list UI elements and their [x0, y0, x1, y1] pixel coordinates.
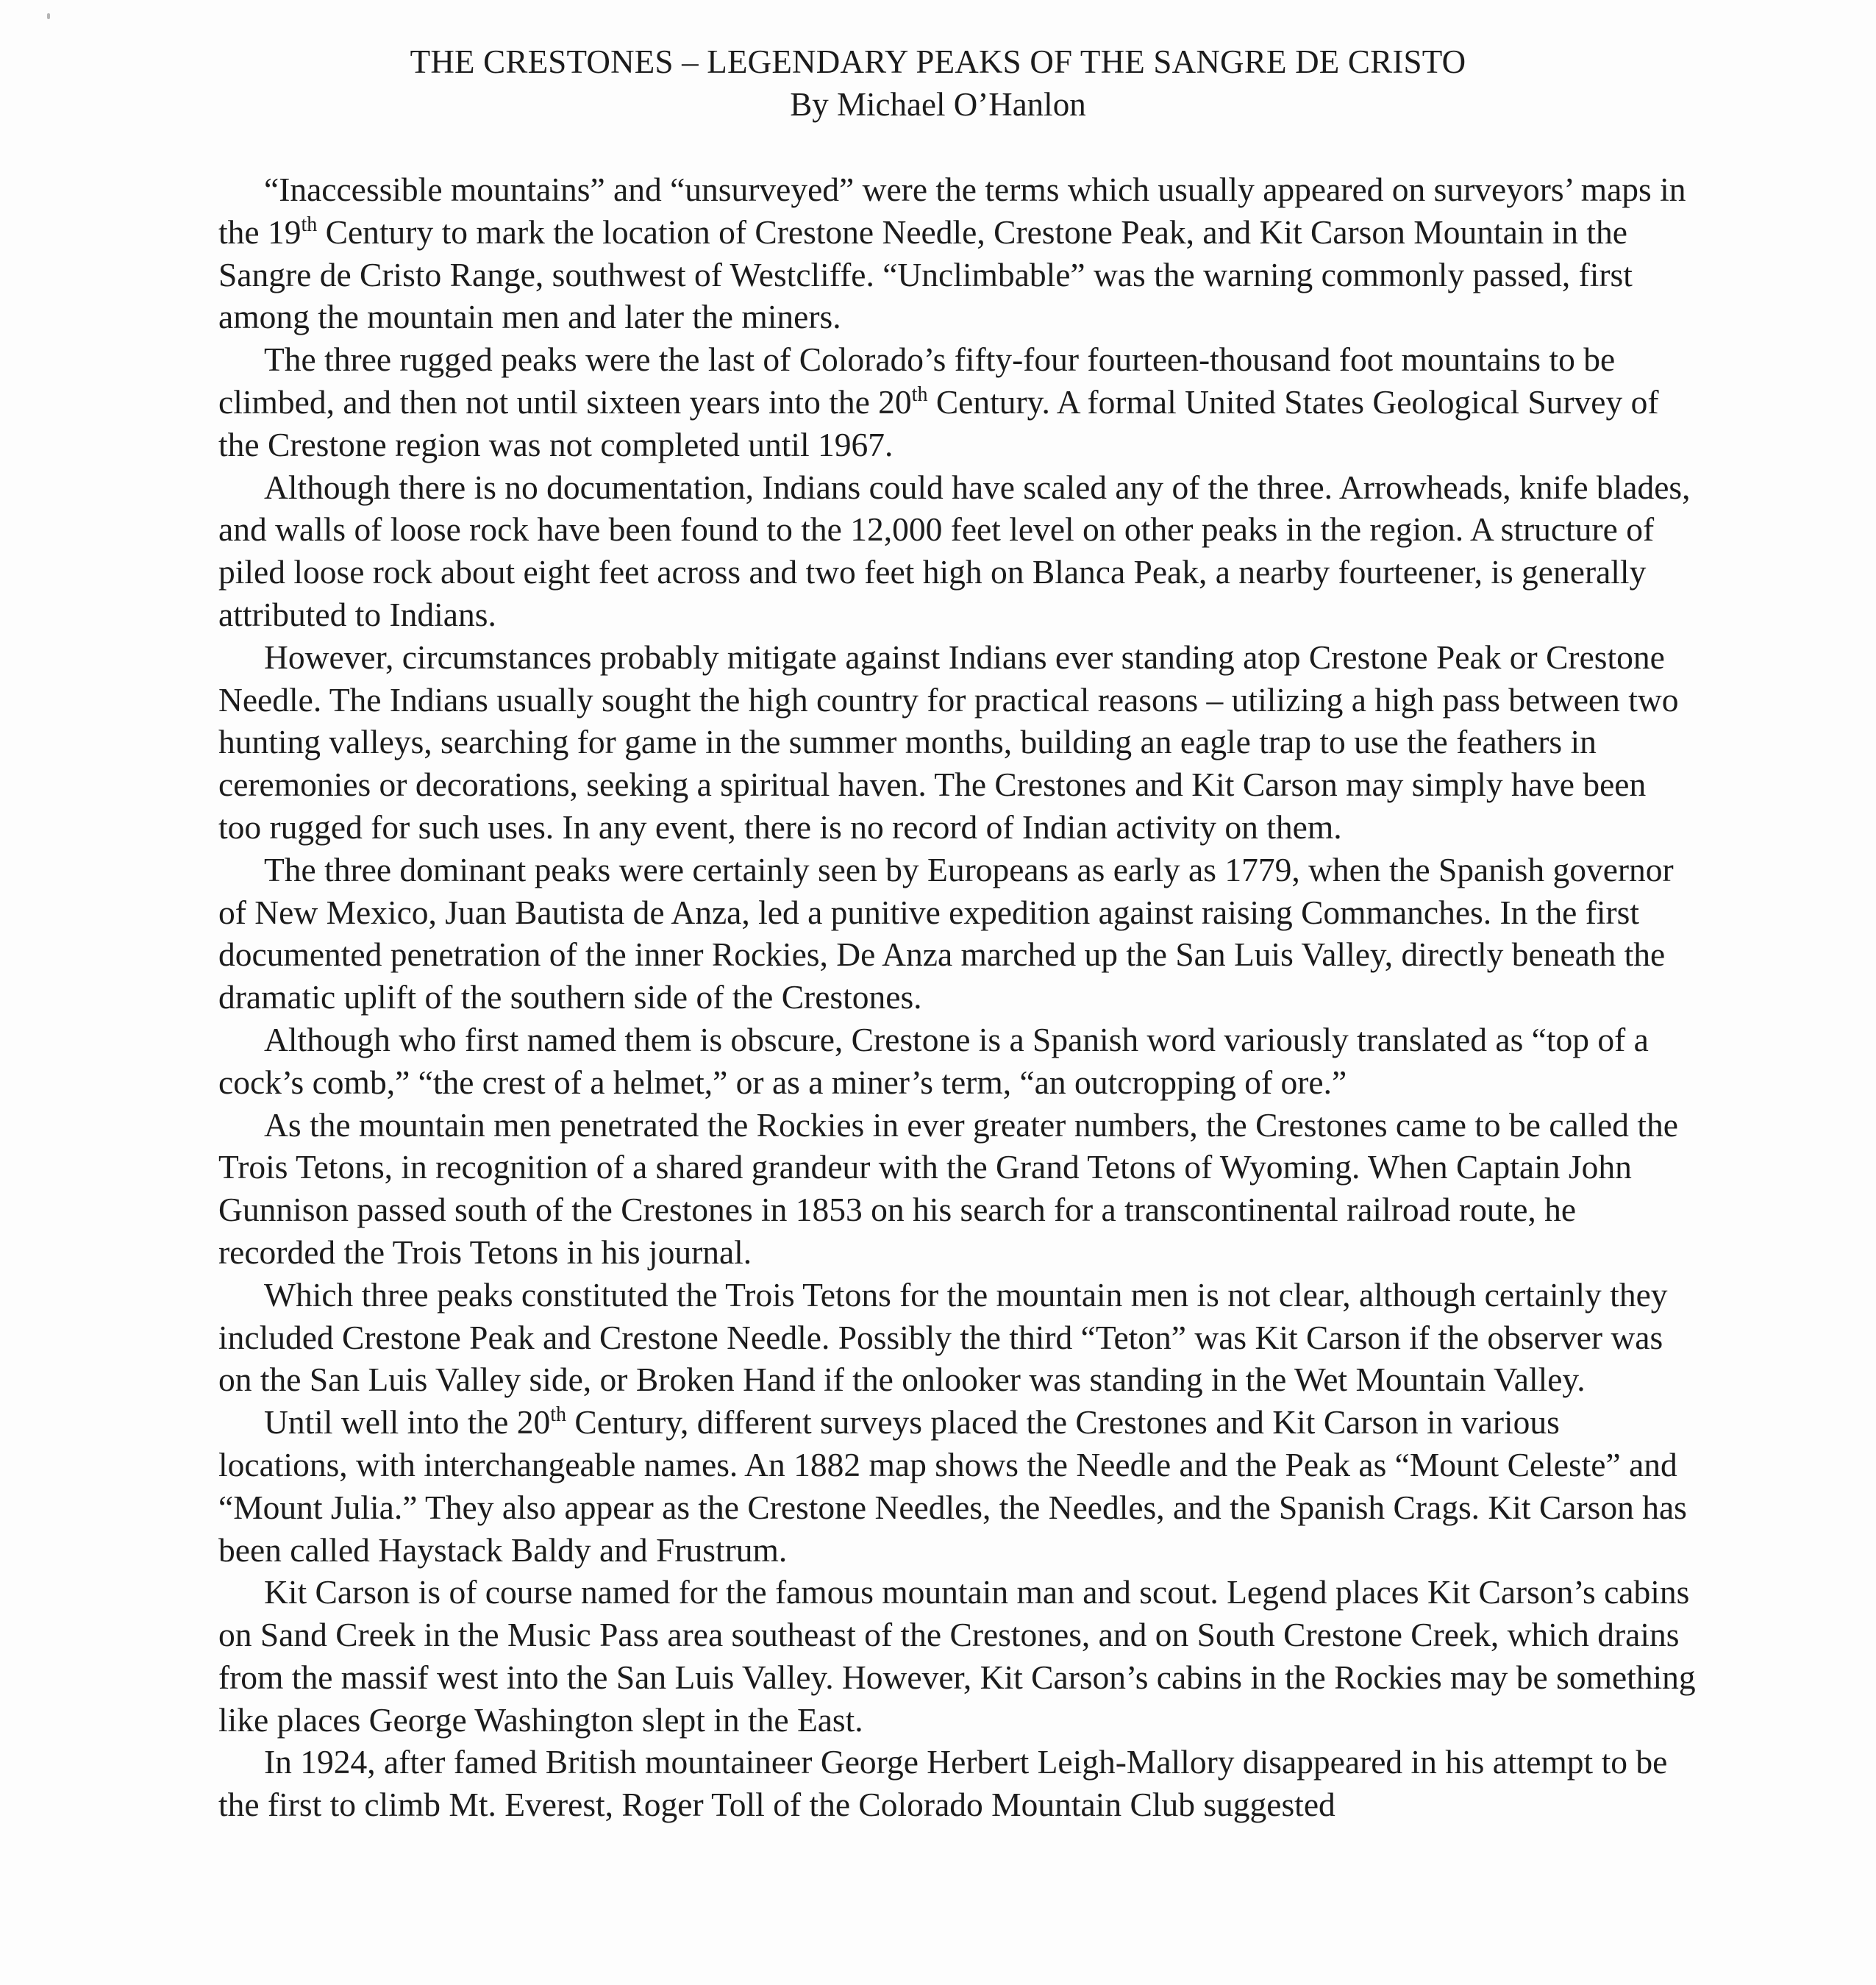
- ordinal-suffix: th: [301, 213, 318, 236]
- paragraph-mallory: In 1924, after famed British mountaineer George Herbert Leigh-Mallory disappeared in his attempt to be the first to climb Mt. Everest, Roger Toll of the Colorado Mountain Club suggested: [218, 1743, 1668, 1824]
- paragraph-kit-carson: Kit Carson is of course named for the famous mountain man and scout. Legend places Kit Carson’s cabins on Sand Creek in the Music Pass area southeast of the Crestones, and on South Crestone Creek, which drains from the massif west into the San Luis Valley. However, Kit Carson’s cabins in the Rockies may be something like places George Washington slept in the East.: [218, 1573, 1696, 1739]
- paragraph-which-peaks: Which three peaks constituted the Trois Tetons for the mountain men is not clear, although certainly they included Crestone Peak and Crestone Needle. Possibly the third “Teton” was Kit Carson if the observer was on the San Luis Valley side, or Broken Hand if the onlooker was standing in the Wet Mountain Valley.: [218, 1275, 1668, 1399]
- ordinal-suffix: th: [550, 1403, 567, 1427]
- paragraph-trois-tetons: As the mountain men penetrated the Rockies in ever greater numbers, the Crestones came to be called the Trois Tetons, in recognition of a shared grandeur with the Grand Tetons of Wyoming. When Captain John Gunnison passed south of the Crestones in 1853 on his search for a transcontinental railroad route, he recorded the Trois Tetons in his journal.: [218, 1105, 1678, 1271]
- paragraph-text: Century, different surveys placed the Crestones and Kit Carson in various locations, with interchangeable names. An 1882 map shows the Needle and the Peak as “Mount Celeste” and “Mount Julia.” They also appear as the Crestone Needles, the Needles, and the Spanish Crags. Kit Carson has been called Haystack Baldy and Frustrum.: [218, 1403, 1687, 1569]
- document-title: THE CRESTONES – LEGENDARY PEAKS OF THE SANGRE DE CRISTO: [410, 43, 1466, 80]
- paragraph-surveys-names: [218, 1401, 1697, 1571]
- document-byline: By Michael O’Hanlon: [790, 86, 1086, 123]
- paragraph-text: Century. A formal United States Geological Survey of the Crestone region was not completed until 1967.: [218, 382, 1659, 463]
- paragraph-indians-scaled: Although there is no documentation, Indians could have scaled any of the three. Arrowheads, knife blades, and walls of loose rock have been found to the 12,000 feet level on other peaks in the region. A structure of piled loose rock about eight feet across and two feet high on Blanca Peak, a nearby fourteener, is generally attributed to Indians.: [218, 468, 1691, 633]
- article-body: [218, 168, 1697, 1826]
- paragraph-surveyors-maps: [218, 168, 1697, 338]
- paragraph-practical-reasons: However, circumstances probably mitigate against Indians ever standing atop Crestone Peak or Crestone Needle. The Indians usually sought the high country for practical reasons – utilizing a high pass between two hunting valleys, searching for game in the summer months, building an eagle trap to use the feathers in ceremonies or decorations, seeking a spiritual haven. The Crestones and Kit Carson may simply have been too rugged for such uses. In any event, there is no record of Indian activity on them.: [218, 638, 1679, 846]
- paragraph-text: “Inaccessible mountains” and “unsurveyed” were the terms which usually appeared on surveyors’ maps in the 19: [218, 171, 1686, 251]
- ordinal-suffix: th: [911, 382, 928, 406]
- paragraph-text: Century to mark the location of Crestone Needle, Crestone Peak, and Kit Carson Mountain in the Sangre de Cristo Range, southwest of Westcliffe. “Unclimbable” was the warning commonly passed, first among the mountain men and later the miners.: [218, 213, 1633, 336]
- scan-speck: [47, 13, 50, 19]
- paragraph-name-origin: Although who first named them is obscure, Crestone is a Spanish word variously translated as “top of a cock’s comb,” “the crest of a helmet,” or as a miner’s term, “an outcropping of ore.”: [218, 1020, 1649, 1101]
- paragraph-last-climbed: [218, 338, 1697, 466]
- paragraph-text: The three rugged peaks were the last of Colorado’s fifty-four fourteen-thousand foot mountains to be climbed, and then not until sixteen years into the 20: [218, 341, 1616, 421]
- paragraph-text: Until well into the 20: [264, 1403, 551, 1441]
- title-block: [0, 40, 1876, 126]
- paragraph-de-anza: The three dominant peaks were certainly seen by Europeans as early as 1779, when the Spanish governor of New Mexico, Juan Bautista de Anza, led a punitive expedition against raising Commanches. In the first documented penetration of the inner Rockies, De Anza marched up the San Luis Valley, directly beneath the dramatic uplift of the southern side of the Crestones.: [218, 850, 1674, 1016]
